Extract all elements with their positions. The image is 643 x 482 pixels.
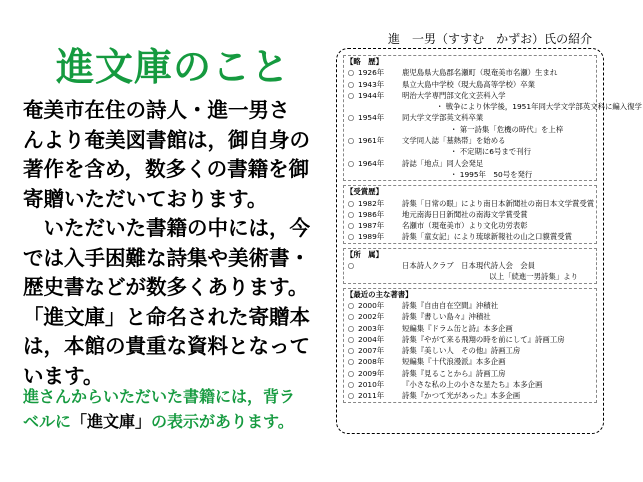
affiliation-row-year	[358, 260, 402, 271]
awards-row	[344, 209, 596, 220]
history-row	[344, 124, 596, 135]
profile-title: 進 一男（すすむ かずお）氏の紹介	[388, 32, 593, 46]
history-row-year: 1943年	[358, 79, 385, 89]
history-row	[344, 146, 596, 157]
history-row-bullet: ○	[347, 113, 355, 123]
history-row-text: ・ 1995年 50号を発行	[450, 169, 533, 179]
works-row-text: 『小さな私の上の小さな星たち』本多企画	[402, 380, 543, 390]
works-row-bullet: ○	[347, 368, 355, 378]
history-row-bullet: ○	[347, 79, 355, 89]
awards-row-bullet: ○	[347, 232, 355, 242]
awards-row-text: 詩集「童女記」により琉球新報社の山之口貘賞受賞	[402, 232, 572, 242]
awards-row	[344, 198, 596, 209]
works-row	[344, 390, 596, 401]
history-row-text: 明治大学専門部文化文芸科入学	[402, 90, 506, 100]
awards-row-year: 1986年	[358, 209, 385, 219]
awards-row-bullet: ○	[347, 198, 355, 208]
history-row-year	[358, 124, 402, 135]
history-row	[344, 135, 596, 146]
history-row-year	[358, 169, 402, 180]
history-row-text: 県立大島中学校（現大島高等学校）卒業	[402, 79, 536, 89]
awards-row-year: 1982年	[358, 198, 385, 208]
awards-row	[344, 220, 596, 231]
awards-heading: 【受賞歴】	[346, 187, 383, 197]
awards-row-text: 名瀬市（現奄美市）より文化功労表彰	[402, 221, 528, 231]
intro-text: 奄美市在住の詩人・進一男さ んより奄美図書館は，御自身の 著作を含め，数多くの書籍を御 寄贈いただいております。 いただいた書籍の中には，今 では入手困難な詩集や美術書・ 歴史書などが数多くあります。 「進文庫」と命名された寄贈本 は，本館の貴重な資料となって います。	[23, 98, 310, 388]
history-row-text: 同大学文学部英文科卒業	[402, 113, 484, 123]
awards-row-text: 詩集「日常の眼」により南日本新聞社の南日本文学賞受賞	[402, 198, 595, 208]
history-row	[344, 67, 596, 78]
works-row-text: 短編集『ドラム缶と詩』本多企画	[402, 323, 513, 333]
affiliation-row-bullet: ○	[347, 261, 355, 271]
label-note	[23, 384, 323, 434]
awards-section	[343, 185, 597, 243]
history-row-text: 鹿児島県大島郡名瀬町（現奄美市名瀬）生まれ	[402, 68, 558, 78]
history-row-bullet: ○	[347, 136, 355, 146]
history-row-text: ・ 不定期に6号まで刊行	[450, 147, 531, 157]
history-row	[344, 158, 596, 169]
affiliation-heading: 【所 属】	[346, 249, 383, 259]
works-row-text: 詩集『見ることから』詩画工房	[402, 368, 506, 378]
history-row	[344, 101, 642, 112]
awards-row-bullet: ○	[347, 209, 355, 219]
history-row-year: 1961年	[358, 136, 385, 146]
awards-row-year: 1987年	[358, 221, 385, 231]
works-row-bullet: ○	[347, 391, 355, 401]
history-row	[344, 79, 596, 90]
history-row-text: 詩誌「地点」同人会発足	[402, 158, 484, 168]
affiliation-section	[343, 248, 597, 284]
history-row-text: 文学同人誌「墓熱帯」を始める	[402, 136, 506, 146]
works-row	[344, 311, 596, 322]
history-row-bullet	[344, 124, 358, 135]
history-row-bullet	[344, 146, 358, 157]
history-row-year	[358, 146, 402, 157]
works-row-year: 2008年	[358, 357, 385, 367]
history-row-bullet: ○	[347, 68, 355, 78]
works-heading: 【最近の主な著書】	[346, 289, 413, 299]
works-row-year: 2011年	[358, 391, 385, 401]
awards-row-text: 地元南海日日新聞社の南海文学賞受賞	[402, 209, 528, 219]
history-row-year: 1964年	[358, 158, 385, 168]
works-row-year: 2004年	[358, 334, 385, 344]
works-row	[344, 323, 596, 334]
awards-row-year: 1989年	[358, 232, 385, 242]
history-section	[343, 55, 642, 181]
works-row-text: 詩集『やがて来る飛翔の時を前にして』詩画工房	[402, 334, 565, 344]
history-row-bullet	[344, 101, 358, 112]
history-row-bullet	[344, 169, 358, 180]
works-row-bullet: ○	[347, 300, 355, 310]
works-row	[344, 345, 596, 356]
works-row	[344, 334, 596, 345]
history-row	[344, 169, 596, 180]
works-row-text: 詩集『美しい人 その他』詩画工房	[402, 346, 521, 356]
history-row-text: ・ 第一詩集「危機の時代」を上梓	[450, 124, 564, 134]
works-row-bullet: ○	[347, 357, 355, 367]
works-row-text: 短編集『十代浪漫派』本多企画	[402, 357, 506, 367]
awards-row-bullet: ○	[347, 221, 355, 231]
works-row-year: 2003年	[358, 323, 385, 333]
works-row-text: 詩集『かつて光があった』本多企画	[402, 391, 521, 401]
label-note-part-3: の表示があります。	[151, 412, 294, 431]
history-row-year: 1954年	[358, 113, 385, 123]
affiliation-row-text: 日本詩人クラブ 日本現代詩人会 会員	[402, 261, 536, 271]
history-row-bullet: ○	[347, 90, 355, 100]
works-row	[344, 356, 596, 367]
history-row	[344, 90, 596, 101]
works-section	[343, 288, 597, 403]
label-note-part-2: ベルに	[23, 412, 72, 431]
works-row-bullet: ○	[347, 312, 355, 322]
works-row	[344, 368, 596, 379]
works-row-bullet: ○	[347, 380, 355, 390]
history-row-text: ・ 戦争により休学後，1951年同大学文学部英文科に編入復学	[436, 102, 642, 112]
works-row-year: 2009年	[358, 368, 385, 378]
works-row-bullet: ○	[347, 346, 355, 356]
label-note-bunko: 「進文庫」	[71, 412, 152, 431]
label-note-part-1: 進さんからいただいた書籍には，背ラ	[23, 387, 296, 406]
history-row-year: 1926年	[358, 68, 385, 78]
affiliation-source: 以上「続進一男詩集」より	[489, 272, 578, 282]
works-row-year: 2007年	[358, 346, 385, 356]
history-row-bullet: ○	[347, 158, 355, 168]
profile-panel	[336, 48, 642, 434]
history-heading: 【略 歴】	[346, 57, 383, 66]
works-row-bullet: ○	[347, 323, 355, 333]
works-row-year: 2002年	[358, 312, 385, 322]
page-title: 進文庫のこと	[56, 45, 291, 89]
history-row	[344, 112, 596, 123]
history-row-year: 1944年	[358, 90, 385, 100]
works-row-text: 詩集『書しい島々』沖積社	[402, 312, 491, 322]
works-row-year: 2000年	[358, 300, 385, 310]
affiliation-row	[344, 260, 596, 271]
works-row-bullet: ○	[347, 334, 355, 344]
history-row-year	[358, 101, 402, 112]
awards-row	[344, 231, 596, 242]
works-row	[344, 379, 596, 390]
works-row	[344, 300, 596, 311]
works-row-year: 2010年	[358, 380, 385, 390]
works-row-text: 詩集『自由自在空間』沖積社	[402, 300, 499, 310]
